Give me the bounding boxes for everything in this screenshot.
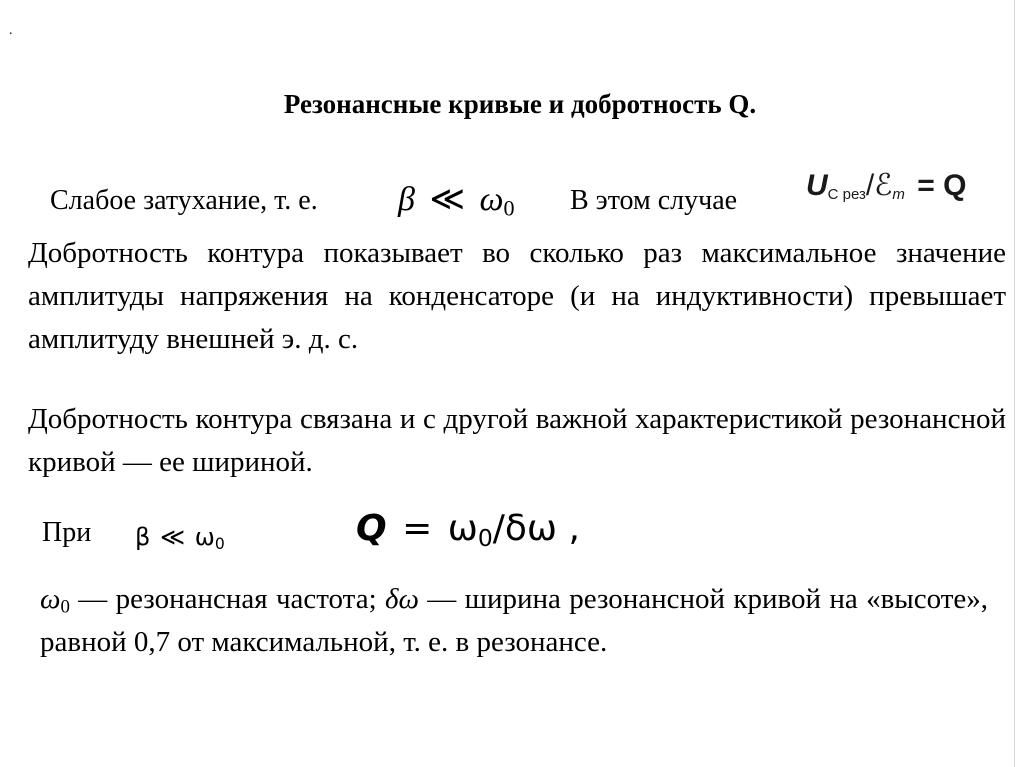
much-less-sign-2: ≪ xyxy=(159,523,186,551)
beta-symbol: β xyxy=(398,181,415,218)
equals-q: = Q xyxy=(917,169,967,202)
when-label: При xyxy=(42,517,92,548)
paragraph-quality-definition: Добротность контура показывает во сколько раз максимальное значение амплитуды напряжения на конденсаторе (и на индуктивности) превышает амплитуду внешней э. д. с. xyxy=(28,237,1006,355)
omega-symbol-3: ω xyxy=(447,508,478,549)
paragraph-width-relation: Добротность контура связана и с другой важной характеристикой резонансной кривой — ее шириной. xyxy=(28,403,1006,478)
equals-sign: = xyxy=(402,508,433,549)
omega0-definition: — резонансная частота; xyxy=(78,583,377,615)
omega0-symbol: ω xyxy=(40,583,61,615)
voltage-subscript: C рез xyxy=(827,185,866,203)
over-delta-omega: /δω , xyxy=(492,508,580,549)
in-this-case-label: В этом случае xyxy=(570,185,738,216)
when-condition xyxy=(135,522,225,552)
omega-symbol-2: ω xyxy=(194,523,215,551)
quality-factor-ratio-formula xyxy=(806,168,966,204)
voltage-symbol: U xyxy=(806,169,828,202)
beta-symbol-2: β xyxy=(135,523,151,551)
fraction-slash: / xyxy=(865,169,875,202)
delta-omega-symbol: δω xyxy=(384,583,419,615)
omega-subscript-3: 0 xyxy=(477,523,493,552)
much-less-sign: ≪ xyxy=(429,181,466,218)
omega-subscript: 0 xyxy=(503,195,515,221)
weak-damping-label: Слабое затухание, т. е. xyxy=(50,185,318,216)
omega-symbol: ω xyxy=(479,181,504,218)
delta-omega-definition: — ширина резонансной кривой на «высоте», равной 0,7 от максимальной, т. е. в резонансе. xyxy=(40,583,989,658)
omega0-subscript: 0 xyxy=(60,596,70,618)
symbol-definitions xyxy=(40,578,988,664)
q-symbol: Q xyxy=(356,508,387,549)
omega-subscript-2: 0 xyxy=(214,534,225,553)
emf-symbol: ℰ xyxy=(874,169,893,202)
slide-title: Резонансные кривые и добротность Q. xyxy=(283,89,757,119)
weak-damping-condition xyxy=(398,180,515,220)
corner-mark: . xyxy=(9,23,13,38)
quality-factor-width-formula xyxy=(356,508,580,550)
emf-subscript: m xyxy=(892,185,905,203)
